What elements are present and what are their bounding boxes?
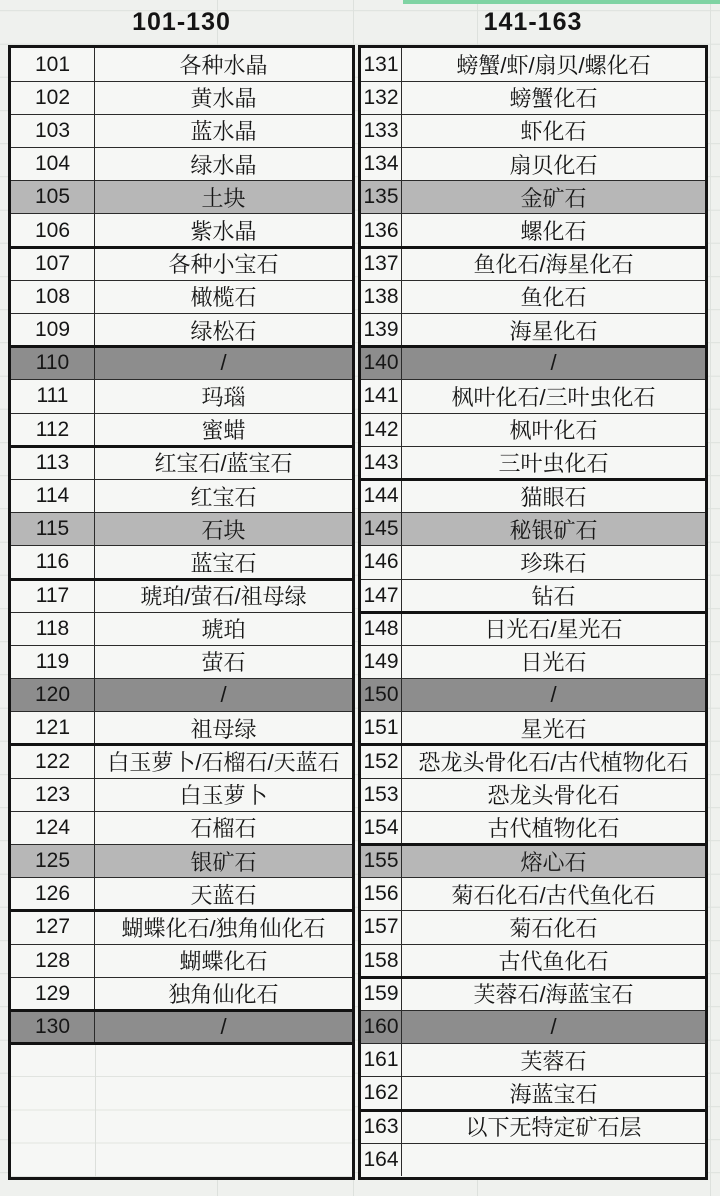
row-number-cell[interactable]: 109	[11, 314, 95, 347]
table-row	[11, 944, 352, 977]
row-number-cell[interactable]: 135	[361, 181, 402, 214]
row-number-cell[interactable]: 122	[11, 745, 95, 778]
item-cell[interactable]: 枫叶化石/三叶虫化石	[451, 384, 656, 410]
row-number-cell[interactable]: 150	[361, 679, 402, 712]
table-row	[11, 1010, 352, 1043]
item-cell[interactable]: 三叶虫化石	[498, 451, 609, 477]
grid-line	[710, 0, 711, 1196]
row-number-cell[interactable]: 102	[11, 81, 95, 114]
item-cell[interactable]: 紫水晶	[190, 219, 257, 245]
row-number-cell[interactable]: 126	[11, 878, 95, 911]
table-row	[11, 579, 352, 612]
row-number-cell[interactable]: 134	[361, 148, 402, 181]
table-row	[361, 944, 705, 977]
row-number-cell[interactable]: 140	[361, 347, 402, 380]
item-cell[interactable]: 以下无特定矿石层	[465, 1115, 642, 1141]
item-cell[interactable]: 珍珠石	[520, 550, 587, 576]
item-cell[interactable]: /	[550, 1014, 557, 1040]
item-cell[interactable]: 天蓝石	[190, 882, 257, 908]
table-row	[361, 1044, 705, 1077]
item-cell[interactable]: 琥珀	[201, 617, 246, 643]
row-number-cell[interactable]: 115	[11, 513, 95, 546]
row-number-cell[interactable]: 103	[11, 114, 95, 147]
row-number-cell[interactable]: 142	[361, 413, 402, 446]
row-number-cell[interactable]: 137	[361, 247, 402, 280]
row-number-cell[interactable]: 119	[11, 645, 95, 678]
item-cell[interactable]: 虾化石	[520, 119, 587, 145]
row-number-cell[interactable]: 106	[11, 214, 95, 247]
item-cell[interactable]: /	[220, 1014, 227, 1040]
table-row	[11, 446, 352, 479]
item-cell[interactable]: 蓝宝石	[190, 550, 257, 576]
row-number-cell[interactable]: 125	[11, 845, 95, 878]
table-row	[361, 181, 705, 214]
row-number-cell[interactable]: 116	[11, 546, 95, 579]
table-row	[361, 314, 705, 347]
table-row	[361, 712, 705, 745]
row-number-cell[interactable]: 153	[361, 778, 402, 811]
item-cell[interactable]: 玛瑙	[201, 384, 246, 410]
item-cell[interactable]: 蝴蝶化石	[179, 949, 268, 975]
item-cell[interactable]: 红宝石	[190, 484, 257, 510]
table-row	[361, 446, 705, 479]
table-row	[361, 48, 705, 81]
row-number-cell[interactable]: 163	[361, 1110, 402, 1143]
table-row	[11, 645, 352, 678]
table-row	[11, 114, 352, 147]
item-cell[interactable]: 金矿石	[520, 185, 587, 211]
row-number-cell[interactable]: 141	[361, 380, 402, 413]
item-cell[interactable]: 日光石/星光石	[484, 617, 623, 643]
table-row	[361, 1010, 705, 1043]
item-cell[interactable]: 石榴石	[190, 816, 257, 842]
item-cell[interactable]: 芙蓉石/海蓝宝石	[473, 982, 634, 1008]
item-cell[interactable]: 蜜蜡	[201, 418, 246, 444]
item-cell[interactable]: 日光石	[520, 650, 587, 676]
table-row	[11, 214, 352, 247]
table-row	[11, 878, 352, 911]
table-row	[11, 280, 352, 313]
table-row	[11, 811, 352, 844]
row-number-cell[interactable]: 111	[11, 380, 95, 413]
item-cell[interactable]: 萤石	[201, 650, 246, 676]
table-row	[11, 513, 352, 546]
row-number-cell[interactable]: 112	[11, 413, 95, 446]
item-cell[interactable]: 银矿石	[190, 849, 257, 875]
table-right	[358, 45, 708, 1180]
row-number-cell[interactable]: 104	[11, 148, 95, 181]
item-cell[interactable]: 芙蓉石	[520, 1048, 587, 1074]
table-row	[11, 679, 352, 712]
item-cell[interactable]: 古代鱼化石	[498, 949, 609, 975]
row-number-cell[interactable]: 145	[361, 513, 402, 546]
item-cell[interactable]: 猫眼石	[520, 484, 587, 510]
table-row	[361, 1077, 705, 1110]
table-row	[11, 48, 352, 81]
item-cell[interactable]: 螺化石	[520, 219, 587, 245]
row-number-cell[interactable]: 110	[11, 347, 95, 380]
table-row	[11, 81, 352, 114]
row-number-cell[interactable]: 158	[361, 944, 402, 977]
item-cell[interactable]: 各种水晶	[179, 53, 268, 79]
item-cell[interactable]: 蝴蝶化石/独角仙化石	[121, 915, 326, 941]
item-cell[interactable]: 橄榄石	[190, 285, 257, 311]
row-number-cell[interactable]: 144	[361, 479, 402, 512]
item-cell[interactable]: /	[550, 682, 557, 708]
item-cell[interactable]: 白玉萝卜/石榴石/天蓝石	[107, 750, 340, 776]
row-number-cell[interactable]: 149	[361, 645, 402, 678]
row-number-cell[interactable]: 136	[361, 214, 402, 247]
item-cell[interactable]: /	[550, 350, 557, 376]
row-number-cell[interactable]: 148	[361, 612, 402, 645]
table-row	[361, 911, 705, 944]
row-number-cell[interactable]: 133	[361, 114, 402, 147]
row-number-cell[interactable]: 162	[361, 1077, 402, 1110]
item-cell[interactable]: /	[220, 350, 227, 376]
table-left	[8, 45, 355, 1180]
item-cell[interactable]: 古代植物化石	[487, 816, 620, 842]
row-number-cell[interactable]: 123	[11, 778, 95, 811]
item-cell[interactable]: 秘银矿石	[509, 517, 598, 543]
item-cell[interactable]: 枫叶化石	[509, 418, 598, 444]
table-row	[361, 878, 705, 911]
table-row	[361, 114, 705, 147]
table-row	[361, 513, 705, 546]
table-row	[11, 977, 352, 1010]
row-number-cell[interactable]: 127	[11, 911, 95, 944]
item-cell[interactable]: 白玉萝卜	[179, 783, 268, 809]
row-number-cell[interactable]: 139	[361, 314, 402, 347]
table-row	[361, 479, 705, 512]
item-cell[interactable]: 恐龙头骨化石	[487, 783, 620, 809]
table-row	[361, 413, 705, 446]
item-cell[interactable]: 石块	[201, 517, 246, 543]
table-row	[361, 745, 705, 778]
item-cell[interactable]: 菊石化石	[509, 915, 598, 941]
table-row	[361, 778, 705, 811]
row-number-cell[interactable]: 164	[361, 1143, 402, 1176]
row-number-cell[interactable]: 157	[361, 911, 402, 944]
item-cell[interactable]: 各种小宝石	[168, 252, 279, 278]
row-number-cell[interactable]: 117	[11, 579, 95, 612]
row-number-cell[interactable]: 154	[361, 811, 402, 844]
table-row	[361, 645, 705, 678]
item-cell[interactable]: 钻石	[531, 584, 576, 610]
row-number-cell[interactable]: 156	[361, 878, 402, 911]
table-row	[11, 479, 352, 512]
row-number-cell[interactable]: 152	[361, 745, 402, 778]
table-row	[11, 778, 352, 811]
row-number-cell[interactable]: 143	[361, 446, 402, 479]
table-row	[361, 679, 705, 712]
row-number-cell[interactable]: 105	[11, 181, 95, 214]
item-cell[interactable]: 琥珀/萤石/祖母绿	[140, 584, 307, 610]
table-row	[361, 579, 705, 612]
item-cell[interactable]: 熔心石	[520, 849, 587, 875]
row-number-cell[interactable]: 101	[11, 48, 95, 81]
table-row	[11, 745, 352, 778]
row-number-cell[interactable]: 114	[11, 479, 95, 512]
table-row	[11, 148, 352, 181]
table-row	[361, 214, 705, 247]
row-number-cell[interactable]: 160	[361, 1010, 402, 1043]
item-cell[interactable]: 红宝石/蓝宝石	[154, 451, 293, 477]
table-row	[11, 181, 352, 214]
item-cell[interactable]: 祖母绿	[190, 716, 257, 742]
row-number-cell[interactable]: 130	[11, 1010, 95, 1043]
row-number-cell[interactable]: 147	[361, 579, 402, 612]
table-row	[361, 845, 705, 878]
item-cell[interactable]: 螃蟹化石	[509, 86, 598, 112]
table-row	[361, 247, 705, 280]
row-number-cell[interactable]: 108	[11, 280, 95, 313]
item-cell[interactable]: 黄水晶	[190, 86, 257, 112]
row-number-cell[interactable]: 151	[361, 712, 402, 745]
row-number-cell[interactable]: 121	[11, 712, 95, 745]
row-number-cell[interactable]: 132	[361, 81, 402, 114]
row-number-cell[interactable]: 128	[11, 944, 95, 977]
row-number-cell[interactable]: 124	[11, 811, 95, 844]
item-cell[interactable]	[402, 1143, 705, 1176]
item-cell[interactable]: 独角仙化石	[168, 982, 279, 1008]
table-row	[11, 845, 352, 878]
row-number-cell[interactable]: 118	[11, 612, 95, 645]
item-cell[interactable]: 土块	[201, 185, 246, 211]
row-number-cell[interactable]: 138	[361, 280, 402, 313]
item-cell[interactable]: 蓝水晶	[190, 119, 257, 145]
table-row	[361, 977, 705, 1010]
item-cell[interactable]: 海蓝宝石	[509, 1081, 598, 1107]
table-row	[11, 612, 352, 645]
item-cell[interactable]: 绿水晶	[190, 152, 257, 178]
row-number-cell[interactable]: 159	[361, 977, 402, 1010]
table-row	[361, 148, 705, 181]
empty-cell-block[interactable]	[11, 1044, 352, 1177]
item-cell[interactable]: 鱼化石	[520, 285, 587, 311]
table-row	[361, 546, 705, 579]
column-header-left[interactable]: 101-130	[132, 7, 231, 36]
table-row	[11, 314, 352, 347]
column-header-right[interactable]: 141-163	[483, 7, 583, 36]
table-row	[11, 347, 352, 380]
table-row	[361, 811, 705, 844]
row-number-cell[interactable]: 120	[11, 679, 95, 712]
item-cell[interactable]: /	[220, 682, 227, 708]
table-row	[361, 280, 705, 313]
table-row	[361, 1143, 705, 1176]
table-row	[11, 546, 352, 579]
row-number-cell[interactable]: 113	[11, 446, 95, 479]
table-row	[11, 247, 352, 280]
table-row	[11, 413, 352, 446]
row-number-cell[interactable]: 161	[361, 1044, 402, 1077]
table-row	[11, 911, 352, 944]
table-row	[361, 1110, 705, 1143]
table-row	[361, 347, 705, 380]
row-number-cell[interactable]: 155	[361, 845, 402, 878]
item-cell[interactable]: 恐龙头骨化石/古代植物化石	[418, 750, 689, 776]
item-cell[interactable]: 螃蟹/虾/扇贝/螺化石	[456, 53, 651, 79]
row-number-cell[interactable]: 107	[11, 247, 95, 280]
table-row	[361, 81, 705, 114]
row-number-cell[interactable]: 146	[361, 546, 402, 579]
table-row	[11, 380, 352, 413]
table-row	[361, 380, 705, 413]
row-number-cell[interactable]: 129	[11, 977, 95, 1010]
item-cell[interactable]: 鱼化石/海星化石	[473, 252, 634, 278]
item-cell[interactable]: 海星化石	[509, 318, 598, 344]
table-row	[361, 612, 705, 645]
item-cell[interactable]: 星光石	[520, 716, 587, 742]
item-cell[interactable]: 绿松石	[190, 318, 257, 344]
item-cell[interactable]: 扇贝化石	[509, 152, 598, 178]
row-number-cell[interactable]: 131	[361, 48, 402, 81]
table-row	[11, 712, 352, 745]
item-cell[interactable]: 菊石化石/古代鱼化石	[451, 882, 656, 908]
